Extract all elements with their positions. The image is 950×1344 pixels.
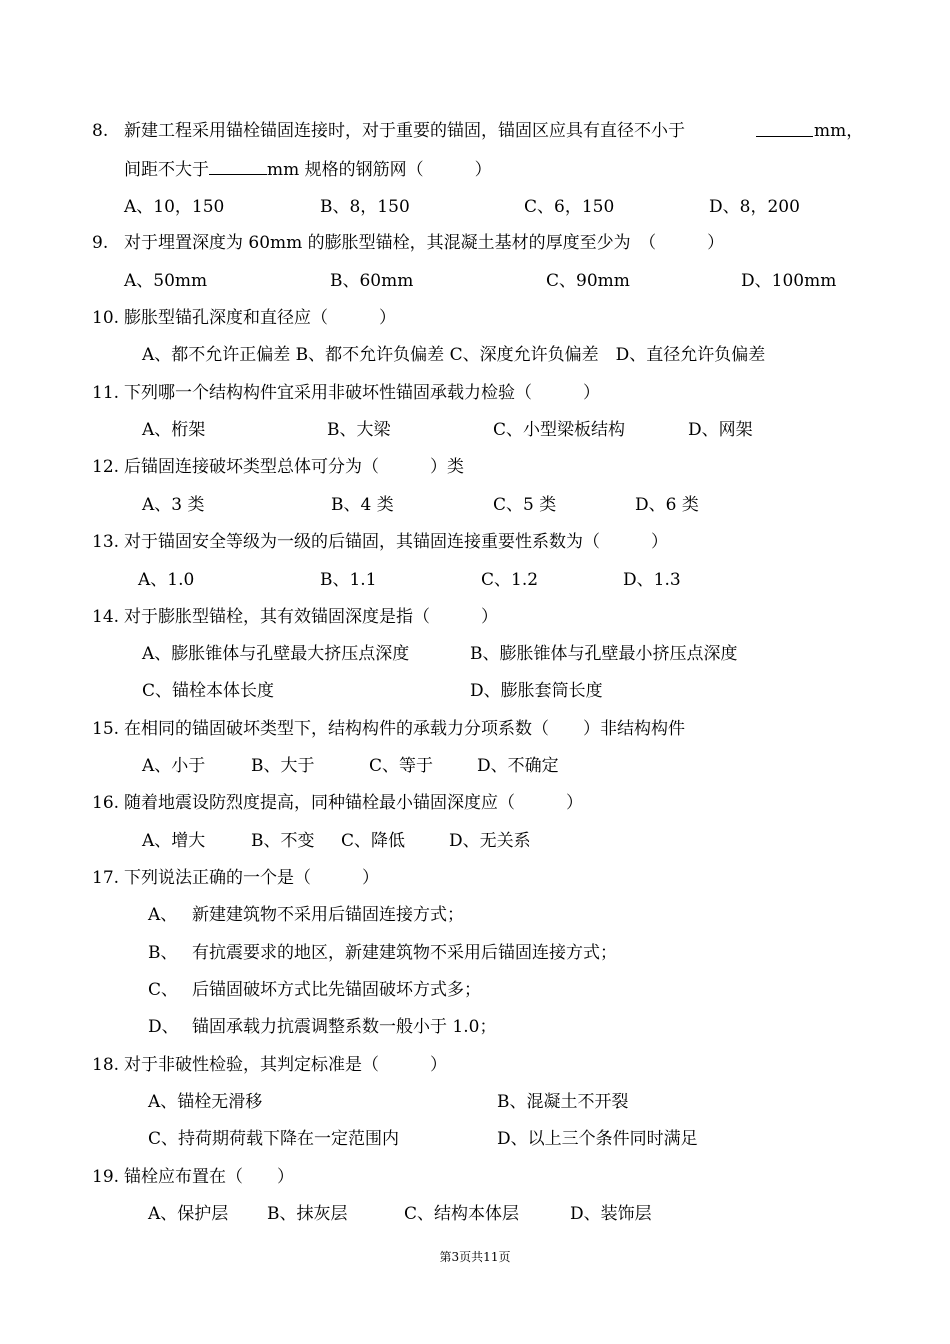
option-c: C、90mm [546,271,630,291]
option-d: D、装饰层 [570,1204,652,1224]
option-d: D、6 类 [635,495,699,515]
option-c: C、锚栓本体长度 [142,681,275,701]
option-b: B、4 类 [331,495,394,515]
option-a: A、1.0 [138,570,195,590]
option-a: A、10，150 [124,197,225,217]
option-d: D、以上三个条件同时满足 [497,1129,698,1149]
question-text: 对于膨胀型锚栓，其有效锚固深度是指（ ） [124,607,498,627]
question-text: 对于锚固安全等级为一级的后锚固，其锚固连接重要性系数为（ ） [124,532,668,552]
question-number: 10. [92,308,120,328]
option-d: D、无关系 [449,831,531,851]
option-b: B、1.1 [320,570,377,590]
option-label: A、 [148,905,178,925]
question-text: 膨胀型锚孔深度和直径应（ ） [124,308,396,328]
page-number: 第3页共11页 [439,1250,511,1264]
option-d: D、8，200 [709,197,800,217]
question-text: 新建工程采用锚栓锚固连接时，对于重要的锚固，锚固区应具有直径不小于 [124,121,685,141]
option-c: C、降低 [341,831,406,851]
option-b: B、60mm [330,271,414,291]
question-number: 13. [92,532,120,552]
question-text: 对于埋置深度为 60mm 的膨胀型锚栓，其混凝土基材的厚度至少为 （ ） [124,233,725,253]
option-b: B、抹灰层 [267,1204,348,1224]
option-a: A、膨胀锥体与孔壁最大挤压点深度 [142,644,410,664]
option-text: 锚固承载力抗震调整系数一般小于 1.0； [192,1017,497,1037]
option-a: A、3 类 [142,495,205,515]
option-b: B、混凝土不开裂 [497,1092,629,1112]
option-c: C、等于 [369,756,434,776]
question-text: 下列说法正确的一个是（ ） [124,868,379,888]
option-c: C、持荷期荷载下降在一定范围内 [148,1129,400,1149]
option-b: B、大于 [251,756,315,776]
option-c: C、1.2 [481,570,539,590]
question-number: 8. [92,121,109,141]
question-text: mm 规格的钢筋网（ ） [267,160,492,180]
question-text: 后锚固连接破坏类型总体可分为（ ）类 [124,457,464,477]
option-c: C、6，150 [524,197,615,217]
option-label: D、 [148,1017,179,1037]
option-text: 新建建筑物不采用后锚固连接方式； [192,905,464,925]
option-d: D、100mm [741,271,837,291]
option-text: 有抗震要求的地区，新建建筑物不采用后锚固连接方式； [192,943,617,963]
question-text: 间距不大于 [124,160,209,180]
option-b: B、不变 [251,831,315,851]
question-number: 18. [92,1055,120,1075]
question-number: 9. [92,233,109,253]
option-a: A、50mm [124,271,208,291]
answer-blank [756,120,813,137]
question-number: 16. [92,793,120,813]
option-label: B、 [148,943,178,963]
question-text: 锚栓应布置在（ ） [124,1167,294,1187]
option-d: D、网架 [688,420,753,440]
options-line: A、都不允许正偏差 B、都不允许负偏差 C、深度允许负偏差 D、直径允许负偏差 [142,345,766,365]
option-b: B、膨胀锥体与孔壁最小挤压点深度 [470,644,738,664]
question-number: 12. [92,457,120,477]
question-number: 17. [92,868,120,888]
question-number: 15. [92,719,120,739]
question-text: 下列哪一个结构构件宜采用非破坏性锚固承载力检验（ ） [124,383,600,403]
option-a: A、锚栓无滑移 [148,1092,263,1112]
unit-label: mm， [814,121,864,141]
option-d: D、1.3 [623,570,681,590]
question-text: 在相同的锚固破坏类型下，结构构件的承载力分项系数（ ）非结构构件 [124,719,685,739]
option-text: 后锚固破坏方式比先锚固破坏方式多； [192,980,481,1000]
option-a: A、增大 [142,831,206,851]
question-number: 14. [92,607,120,627]
option-a: A、桁架 [142,420,206,440]
question-text: 对于非破性检验，其判定标准是（ ） [124,1055,447,1075]
option-c: C、小型梁板结构 [493,420,626,440]
option-b: B、大梁 [327,420,391,440]
option-d: D、不确定 [477,756,559,776]
question-number: 11. [92,383,120,403]
answer-blank [209,158,267,175]
option-c: C、结构本体层 [404,1204,520,1224]
option-a: A、小于 [142,756,206,776]
option-c: C、5 类 [493,495,557,515]
option-a: A、保护层 [148,1204,229,1224]
option-label: C、 [148,980,179,1000]
option-b: B、8，150 [320,197,410,217]
question-number: 19. [92,1167,120,1187]
question-text: 随着地震设防烈度提高，同种锚栓最小锚固深度应（ ） [124,793,583,813]
option-d: D、膨胀套筒长度 [470,681,603,701]
